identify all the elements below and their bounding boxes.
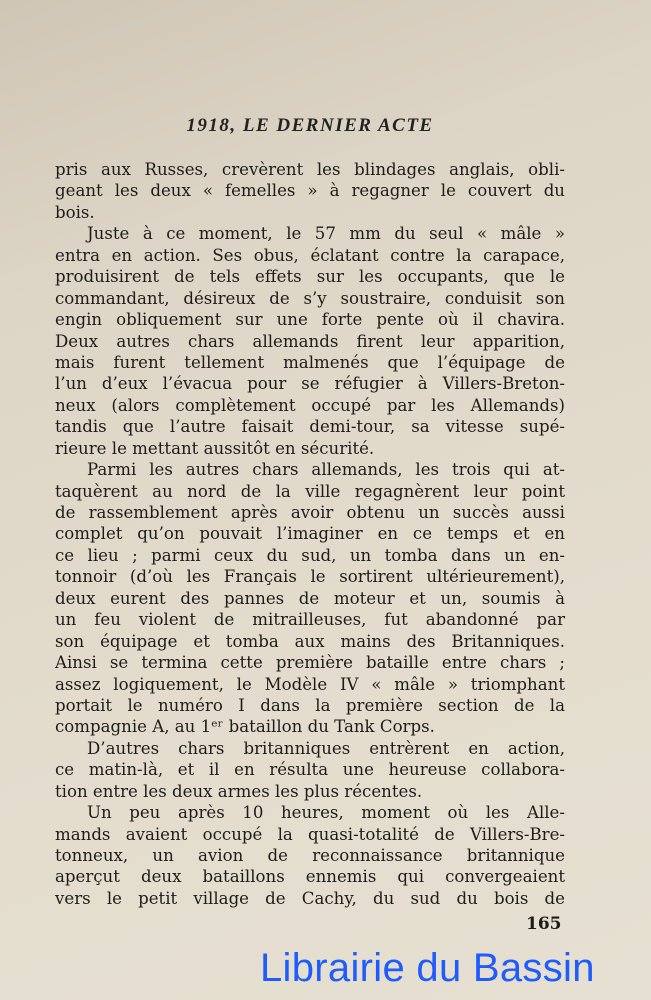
text-line: l’un d’eux l’évacua pour se réfugier à Villers-Breton- <box>55 374 565 394</box>
text-line: Ainsi se termina cette première bataille entre chars ; <box>55 653 565 673</box>
text-line: compagnie A, au 1ᵉʳ bataillon du Tank Corps. <box>55 717 435 737</box>
text-line: complet qu’on pouvait l’imaginer en ce temps et en <box>55 524 565 544</box>
text-line: un feu violent de mitrailleuses, fut abandonné par <box>55 610 565 630</box>
text-line: deux eurent des pannes de moteur et un, soumis à <box>55 588 565 608</box>
text-line: neux (alors complètement occupé par les Allemands) <box>55 395 565 415</box>
text-line: son équipage et tomba aux mains des Britanniques. <box>55 631 565 651</box>
body-text <box>55 159 565 909</box>
text-line: assez logiquement, le Modèle IV « mâle » triomphant <box>55 674 565 694</box>
text-line: de rassemblement après avoir obtenu un succès aussi <box>55 503 565 522</box>
text-line: Un peu après 10 heures, moment où les Alle- <box>87 803 565 823</box>
paragraph <box>55 459 565 738</box>
text-line: produisirent de tels effets sur les occupants, que le <box>55 267 565 287</box>
text-line: aperçut deux bataillons ennemis qui convergeaient <box>55 867 565 887</box>
text-line: Deux autres chars allemands firent leur apparition, <box>55 331 565 351</box>
page-number: 165 <box>526 914 562 934</box>
text-line: tonneux, un avion de reconnaissance britannique <box>55 846 565 865</box>
text-line: tion entre les deux armes les plus récentes. <box>55 781 423 801</box>
text-line: engin obliquement sur une forte pente où il chavira. <box>55 310 565 330</box>
text-line: taquèrent au nord de la ville regagnèrent leur point <box>55 481 565 501</box>
paragraph <box>55 802 565 909</box>
text-line: tandis que l’autre faisait demi-tour, sa vitesse supé- <box>55 417 565 437</box>
text-line: Parmi les autres chars allemands, les trois qui at- <box>87 460 565 480</box>
running-header: 1918, LE DERNIER ACTE <box>186 115 434 136</box>
text-line: portait le numéro I dans la première section de la <box>55 695 565 715</box>
text-line: vers le petit village de Cachy, du sud du bois de <box>55 888 565 908</box>
paragraph <box>55 159 565 223</box>
text-line: D’autres chars britanniques entrèrent en action, <box>87 738 565 758</box>
text-line: pris aux Russes, crevèrent les blindages anglais, obli- <box>55 160 565 179</box>
text-line: geant les deux « femelles » à regagner le couvert du <box>55 181 565 201</box>
text-line: mais furent tellement malmenés que l’équipage de <box>55 352 565 372</box>
watermark: Librairie du Bassin <box>260 946 595 990</box>
text-line: rieure le mettant aussitôt en sécurité. <box>55 438 375 458</box>
text-line: mands avaient occupé la quasi-totalité de Villers-Bre- <box>55 824 565 844</box>
text-line: Juste à ce moment, le 57 mm du seul « mâle » <box>87 224 565 244</box>
text-line: ce matin-là, et il en résulta une heureuse collabora- <box>55 760 565 780</box>
text-line: entra en action. Ses obus, éclatant contre la carapace, <box>55 245 565 265</box>
text-line: bois. <box>55 202 95 222</box>
text-line: ce lieu ; parmi ceux du sud, un tomba dans un en- <box>55 545 565 565</box>
paragraph <box>55 738 565 802</box>
paragraph <box>55 223 565 459</box>
text-line: commandant, désireux de s’y soustraire, conduisit son <box>55 288 565 308</box>
text-line: tonnoir (d’où les Français le sortirent ultérieurement), <box>55 567 565 587</box>
